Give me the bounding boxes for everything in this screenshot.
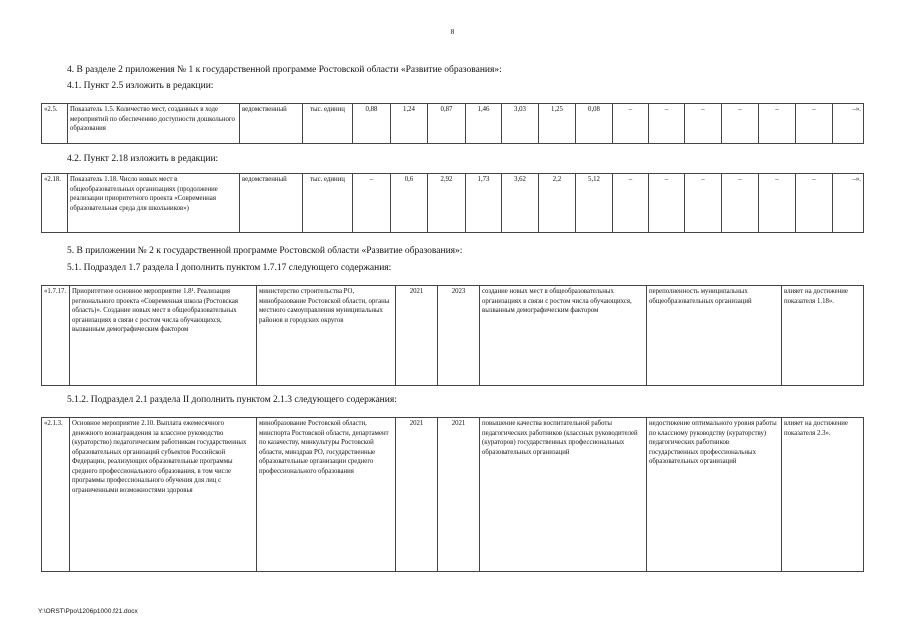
- table-cell: тыс. единиц: [303, 174, 353, 233]
- paragraph-4: 4. В разделе 2 приложения № 1 к государственной программе Ростовской области «Развитие образования»:: [67, 65, 502, 75]
- table-cell: повышение качества воспитательной работы педагогических работников (классных руководителей (кураторов) государственных профессиональных образовательных организаций: [480, 418, 647, 572]
- table-cell: «2.5.: [42, 104, 68, 144]
- table-cell: –: [722, 174, 759, 233]
- table-cell: –: [796, 174, 833, 233]
- table-cell: 3,62: [502, 174, 539, 233]
- table-cell: 3,03: [502, 104, 539, 144]
- table-row: [42, 104, 864, 144]
- table-cell: –: [649, 104, 685, 144]
- table-cell: Показатель 1.5. Количество мест, созданных в ходе мероприятий по обеспечению доступности дошкольного образования: [68, 104, 240, 144]
- table-cell: –».: [833, 174, 864, 233]
- table-cell: «2.18.: [42, 174, 68, 233]
- table-item-1-7-17: [41, 285, 864, 386]
- table-cell: переполненность муниципальных общеобразовательных организаций: [647, 286, 782, 386]
- table-cell: –: [685, 174, 722, 233]
- table-cell: влияет на достижение показателя 2.3».: [782, 418, 864, 572]
- table-cell: 0,6: [391, 174, 428, 233]
- paragraph-4-1: 4.1. Пункт 2.5 изложить в редакции:: [67, 81, 214, 91]
- table-cell: 2,2: [539, 174, 576, 233]
- paragraph-5-1-2: 5.1.2. Подраздел 2.1 раздела II дополнить пунктом 2.1.3 следующего содержания:: [67, 395, 397, 405]
- table-cell: Показатель 1.18. Число новых мест в общеобразовательных организациях (продолжение реализации приоритетного проекта «Современная образовательная среда для школьников»): [68, 174, 240, 233]
- table-cell: «2.1.3.: [42, 418, 70, 572]
- table-cell: 2023: [438, 286, 480, 386]
- table-cell: –: [759, 174, 796, 233]
- table-row: [42, 418, 864, 572]
- table-cell: 1,73: [466, 174, 502, 233]
- table-item-2-5: [41, 103, 864, 144]
- table-cell: 1,24: [391, 104, 428, 144]
- table-cell: 2021: [438, 418, 480, 572]
- table-cell: 5,12: [576, 174, 613, 233]
- file-path-footer: Y:\ORST\Ppo\1206p1000.f21.docx: [38, 608, 138, 615]
- page-number: 8: [450, 27, 455, 36]
- table-item-2-18: [41, 173, 864, 233]
- paragraph-4-2: 4.2. Пункт 2.18 изложить в редакции:: [67, 154, 219, 164]
- table-cell: –: [353, 174, 391, 233]
- table-row: [42, 174, 864, 233]
- table-cell: министерство строительства РО, минобразование Ростовской области, органы местного самоуправления муниципальных районов и городских округов: [257, 286, 396, 386]
- table-cell: –: [649, 174, 685, 233]
- table-cell: 2021: [396, 418, 438, 572]
- table-cell: –: [613, 104, 649, 144]
- table-cell: «1.7.17.: [42, 286, 70, 386]
- paragraph-5-1: 5.1. Подраздел 1.7 раздела I дополнить пунктом 1.7.17 следующего содержания:: [67, 263, 392, 273]
- table-cell: 1,25: [539, 104, 576, 144]
- paragraph-5: 5. В приложении № 2 к государственной программе Ростовской области «Развитие образования»:: [67, 246, 463, 256]
- table-row: [42, 286, 864, 386]
- table-cell: –: [796, 104, 833, 144]
- table-cell: тыс. единиц: [303, 104, 353, 144]
- table-cell: ведомственный: [240, 174, 303, 233]
- table-cell: 0,88: [353, 104, 391, 144]
- table-cell: Основное мероприятие 2.10. Выплата ежемесячного денежного вознаграждения за классное руководство (кураторство) педагогическим работникам государственных образовательных организаций субъектов Российской Федерации, реализующих образовательные программы среднего профессионального образования, в том числе программы профессионального обучения для лиц с ограниченными возможностями здоровья: [70, 418, 257, 572]
- table-cell: 2,92: [428, 174, 466, 233]
- table-cell: ведомственный: [240, 104, 303, 144]
- table-cell: 0,87: [428, 104, 466, 144]
- table-cell: –: [685, 104, 722, 144]
- table-cell: 0,08: [576, 104, 613, 144]
- table-cell: влияет на достижение показателя 1.18».: [782, 286, 864, 386]
- table-cell: Приоритетное основное мероприятие 1.8¹. Реализация регионального проекта «Современная школа (Ростовская область)». Создание новых мест в общеобразовательных организациях в связи с ростом числа обучающихся, вызванным демографическим фактором: [70, 286, 257, 386]
- table-cell: –: [759, 104, 796, 144]
- table-cell: 1,46: [466, 104, 502, 144]
- table-cell: создание новых мест в общеобразовательных организациях в связи с ростом числа обучающихся, вызванным демографическим фактором: [480, 286, 647, 386]
- table-cell: –: [613, 174, 649, 233]
- table-cell: –».: [833, 104, 864, 144]
- table-cell: –: [722, 104, 759, 144]
- table-cell: недостижение оптимального уровня работы по классному руководству (кураторству) педагогических работников государственных профессиональных образовательных организаций: [647, 418, 782, 572]
- table-item-2-1-3: [41, 417, 864, 572]
- table-cell: 2021: [396, 286, 438, 386]
- table-cell: минобразование Ростовской области, минспорта Ростовской области, департамент по казачеству, минкультуры Ростовской области, минздрав РО, государственные образовательные организации среднего профессионального образования: [257, 418, 396, 572]
